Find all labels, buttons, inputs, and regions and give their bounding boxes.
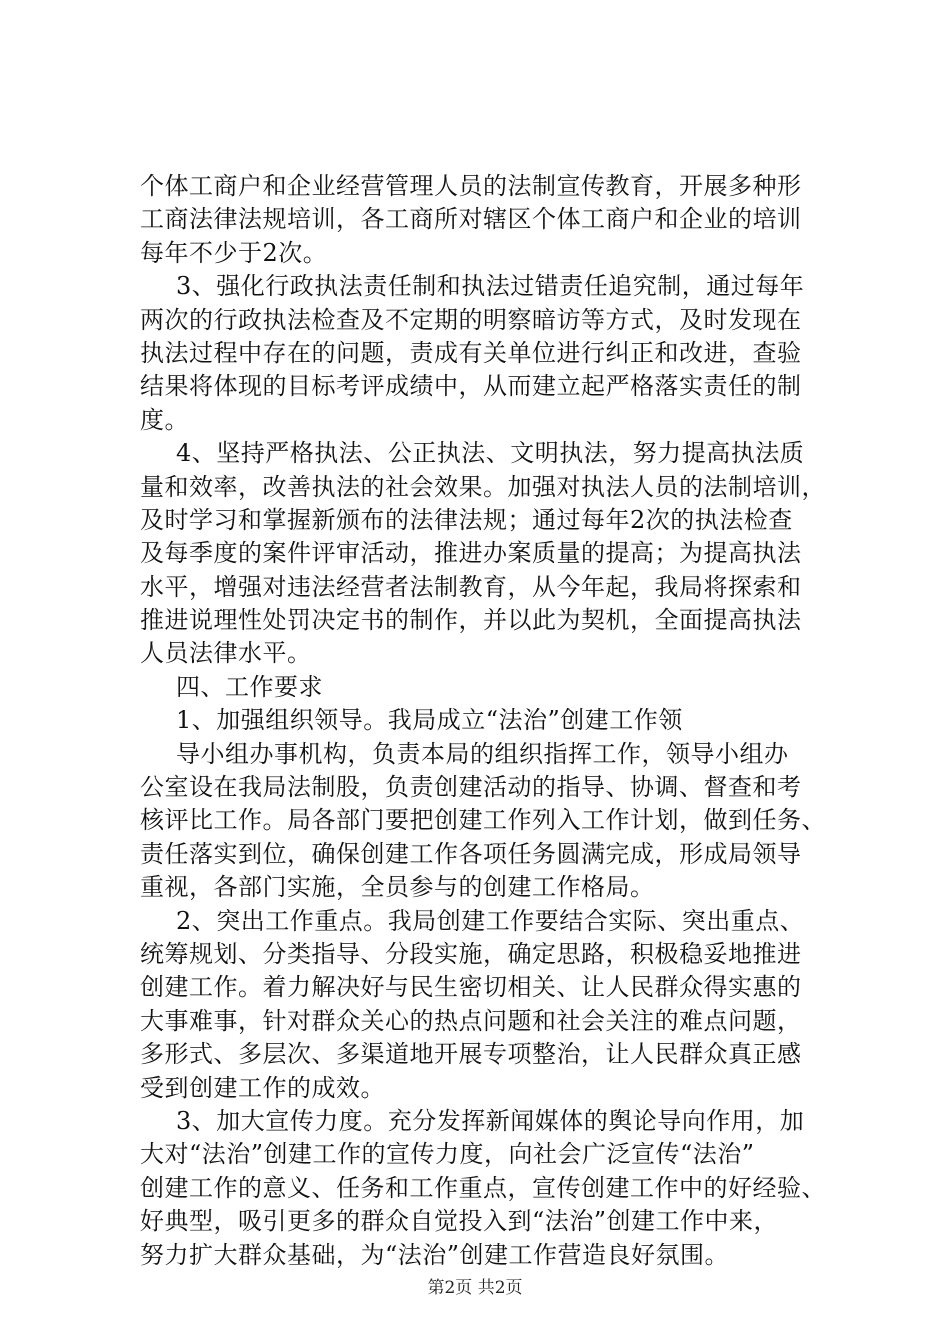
text-line: 公室设在我局法制股，负责创建活动的指导、协调、督查和考: [140, 773, 802, 802]
text-line: 3、强化行政执法责任制和执法过错责任追究制，通过每年: [176, 272, 805, 301]
text-line: 人员法律水平。: [140, 639, 312, 668]
text-line: 结果将体现的目标考评成绩中，从而建立起严格落实责任的制: [140, 372, 802, 401]
text-line: 好典型，吸引更多的群众自觉投入到“法治”创建工作中来，: [140, 1207, 779, 1236]
text-line: 3、加大宣传力度。充分发挥新闻媒体的舆论导向作用，加: [176, 1106, 805, 1135]
text-line: 创建工作的意义、任务和工作重点，宣传创建工作中的好经验、: [140, 1173, 826, 1202]
text-line: 重视，各部门实施，全员参与的创建工作格局。: [140, 873, 655, 902]
text-line: 大事难事，针对群众关心的热点问题和社会关注的难点问题，: [140, 1006, 802, 1035]
text-line: 量和效率，改善执法的社会效果。加强对执法人员的法制培训，: [140, 472, 826, 501]
text-line: 大对“法治”创建工作的宣传力度，向社会广泛宣传“法治”: [140, 1140, 755, 1169]
text-line: 及时学习和掌握新颁布的法律法规；通过每年2次的执法检查: [140, 505, 793, 534]
document-body: [140, 170, 840, 1272]
text-line: 执法过程中存在的问题，责成有关单位进行纠正和改进，查验: [140, 338, 802, 367]
text-line: 努力扩大群众基础，为“法治”创建工作营造良好氛围。: [140, 1240, 730, 1269]
text-line: 受到创建工作的成效。: [140, 1073, 385, 1102]
text-line: 统筹规划、分类指导、分段实施，确定思路，积极稳妥地推进: [140, 939, 802, 968]
text-line: 两次的行政执法检查及不定期的明察暗访等方式，及时发现在: [140, 305, 802, 334]
text-line: 2、突出工作重点。我局创建工作要结合实际、突出重点、: [176, 906, 805, 935]
page-footer: 第2页 共2页: [427, 1278, 523, 1298]
text-line: 四、工作要求: [176, 672, 323, 701]
text-line: 及每季度的案件评审活动，推进办案质量的提高；为提高执法: [140, 539, 802, 568]
text-line: 核评比工作。局各部门要把创建工作列入工作计划，做到任务、: [140, 806, 826, 835]
text-line: 责任落实到位，确保创建工作各项任务圆满完成，形成局领导: [140, 839, 802, 868]
text-line: 4、坚持严格执法、公正执法、文明执法，努力提高执法质: [176, 439, 805, 468]
text-line: 度。: [140, 405, 189, 434]
text-line: 工商法律法规培训，各工商所对辖区个体工商户和企业的培训: [140, 205, 802, 234]
text-line: 1、加强组织领导。我局成立“法治”创建工作领: [176, 706, 683, 735]
text-line: 导小组办事机构，负责本局的组织指挥工作，领导小组办: [176, 739, 789, 768]
text-line: 推进说理性处罚决定书的制作，并以此为契机，全面提高执法: [140, 606, 802, 635]
text-line: 创建工作。着力解决好与民生密切相关、让人民群众得实惠的: [140, 973, 802, 1002]
text-line: 多形式、多层次、多渠道地开展专项整治，让人民群众真正感: [140, 1040, 802, 1069]
text-line: 个体工商户和企业经营管理人员的法制宣传教育，开展多种形: [140, 172, 802, 200]
text-line: 每年不少于2次。: [140, 238, 328, 267]
text-line: 水平，增强对违法经营者法制教育，从今年起，我局将探索和: [140, 572, 802, 601]
